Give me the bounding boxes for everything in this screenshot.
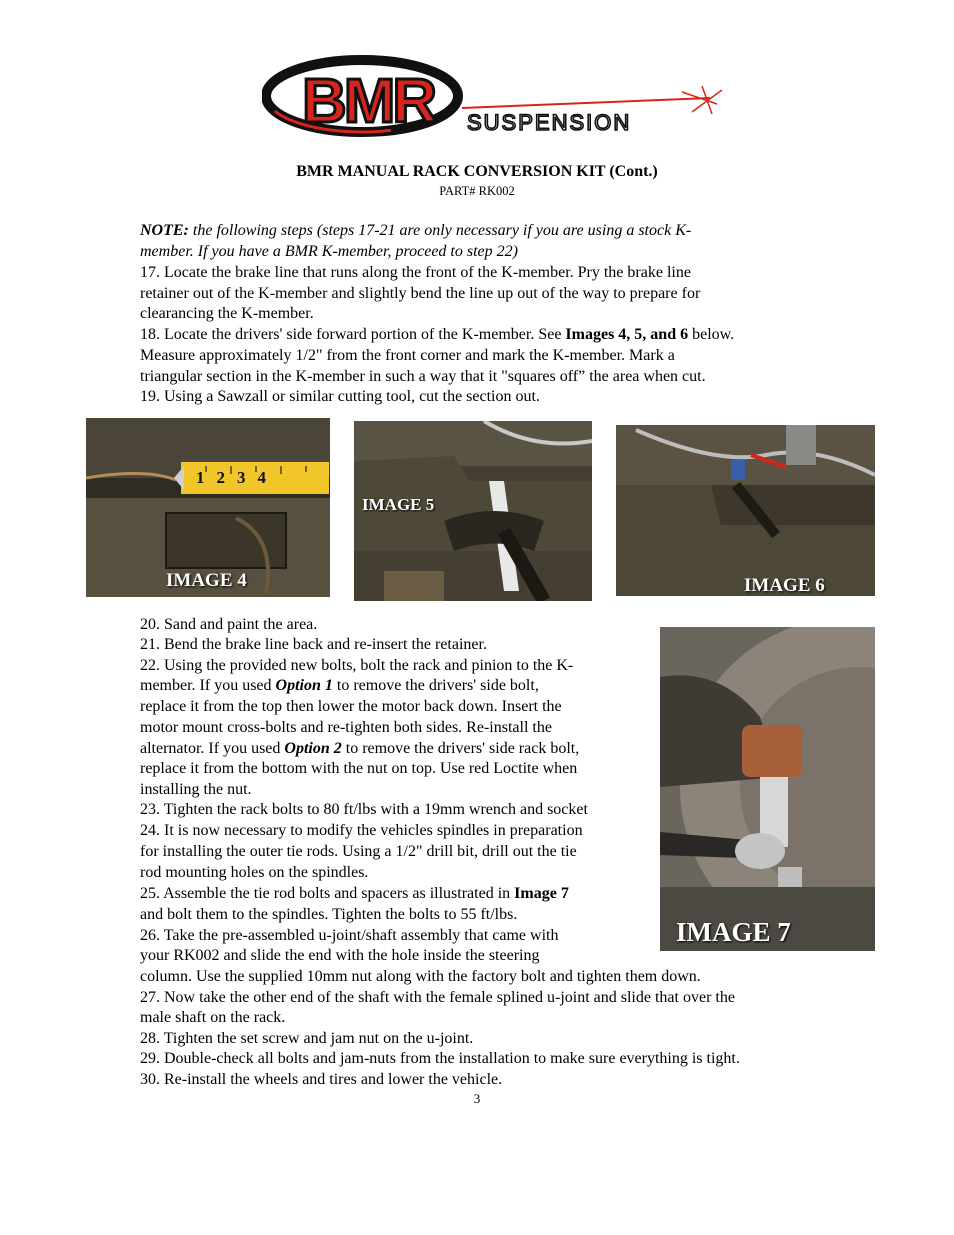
note-text-1: the following steps (steps 17-21 are only necessary if you are using a stock K- [188,222,692,239]
part-number: PART# RK002 [439,184,515,198]
step-21: 21. Bend the brake line back and re-insert the retainer. [140,636,487,653]
step-27-line-2: male shaft on the rack. [140,1009,286,1026]
step-24-line-1: 24. It is now necessary to modify the vehicles spindles in preparation [140,822,583,839]
step-22-line-6: replace it from the bottom with the nut on top. Use red Loctite when [140,760,578,777]
step-22-text-c: to remove the drivers' side bolt, [332,677,539,694]
step-18-text-a: 18. Locate the drivers' side forward portion of the K-member. See [140,326,566,343]
step-26-line-2: your RK002 and slide the end with the hole inside the steering [140,947,540,964]
step-24-line-3: rod mounting holes on the spindles. [140,864,369,881]
tape-mark-2: 2 [216,468,237,487]
option-1-ref: Option 1 [275,677,333,694]
tape-mark-1: 1 [196,468,217,487]
step-26-line-3: column. Use the supplied 10mm nut along with the factory bolt and tighten them down. [140,968,701,985]
step-18-image-ref: Images 4, 5, and 6 [565,326,689,343]
note-line-2: member. If you have a BMR K-member, proceed to step 22) [140,243,518,260]
step-22-text-d: alternator. If you used [140,740,285,757]
bmr-suspension-logo [262,52,736,142]
image-4-photo [86,418,330,597]
tape-mark-3: 3 [237,468,258,487]
image-6-photo [616,425,875,596]
tape-measure-marks [196,468,278,488]
step-18-text-c: below. [688,326,735,343]
step-30: 30. Re-install the wheels and tires and lower the vehicle. [140,1071,503,1088]
step-22-line-1: 22. Using the provided new bolts, bolt the rack and pinion to the K- [140,657,574,674]
step-25-text-a: 25. Assemble the tie rod bolts and spacers as illustrated in [140,885,515,902]
step-22-text-a: member. If you used [140,677,276,694]
step-20: 20. Sand and paint the area. [140,616,318,633]
option-2-ref: Option 2 [284,740,342,757]
step-22-line-3: replace it from the top then lower the motor back down. Insert the [140,698,562,715]
step-18-line-3: triangular section in the K-member in such a way that it "squares off” the area when cut. [140,368,706,385]
step-25-line-2: and bolt them to the spindles. Tighten the bolts to 55 ft/lbs. [140,906,518,923]
step-22-text-e: to remove the drivers' side rack bolt, [341,740,580,757]
step-22-line-4: motor mount cross-bolts and re-tighten both sides. Re-install the [140,719,552,736]
svg-text:BMR: BMR [302,67,435,136]
image-5-photo [354,421,592,601]
step-24-line-2: for installing the outer tie rods. Using a 1/2" drill bit, drill out the tie [140,843,577,860]
document-title: BMR MANUAL RACK CONVERSION KIT (Cont.) [296,163,658,180]
step-28: 28. Tighten the set screw and jam nut on the u-joint. [140,1030,474,1047]
step-22-line-5 [140,739,579,759]
step-22-line-7: installing the nut. [140,781,252,798]
note-label: NOTE: [140,222,189,239]
step-22-line-2 [140,676,539,696]
image-5-caption: IMAGE 5 [362,495,435,514]
step-18-line-2: Measure approximately 1/2" from the front corner and mark the K-member. Mark a [140,347,675,364]
tape-mark-4: 4 [257,468,278,487]
step-26-line-1: 26. Take the pre-assembled u-joint/shaft assembly that came with [140,927,559,944]
page-number: 3 [473,1091,481,1106]
image-7-photo [660,627,875,951]
step-17-line-2: retainer out of the K-member and slightly bend the line up out of the way to prepare for [140,285,701,302]
note-line-1 [140,221,691,241]
step-27-line-1: 27. Now take the other end of the shaft with the female splined u-joint and slide that over the [140,989,735,1006]
image-4-caption: IMAGE 4 [166,570,247,591]
step-29: 29. Double-check all bolts and jam-nuts from the installation to make sure everything is tight. [140,1050,740,1067]
image-7-ref: Image 7 [514,885,569,902]
step-18-line-1 [140,325,734,345]
step-17-line-3: clearancing the K-member. [140,305,314,322]
image-6-caption: IMAGE 6 [744,575,825,596]
step-23: 23. Tighten the rack bolts to 80 ft/lbs with a 19mm wrench and socket [140,801,588,818]
step-17-line-1: 17. Locate the brake line that runs along the front of the K-member. Pry the brake line [140,264,691,281]
svg-text:SUSPENSION: SUSPENSION [467,110,632,135]
step-19: 19. Using a Sawzall or similar cutting tool, cut the section out. [140,388,540,405]
image-7-caption: IMAGE 7 [676,917,791,947]
step-25-line-1 [140,884,569,904]
